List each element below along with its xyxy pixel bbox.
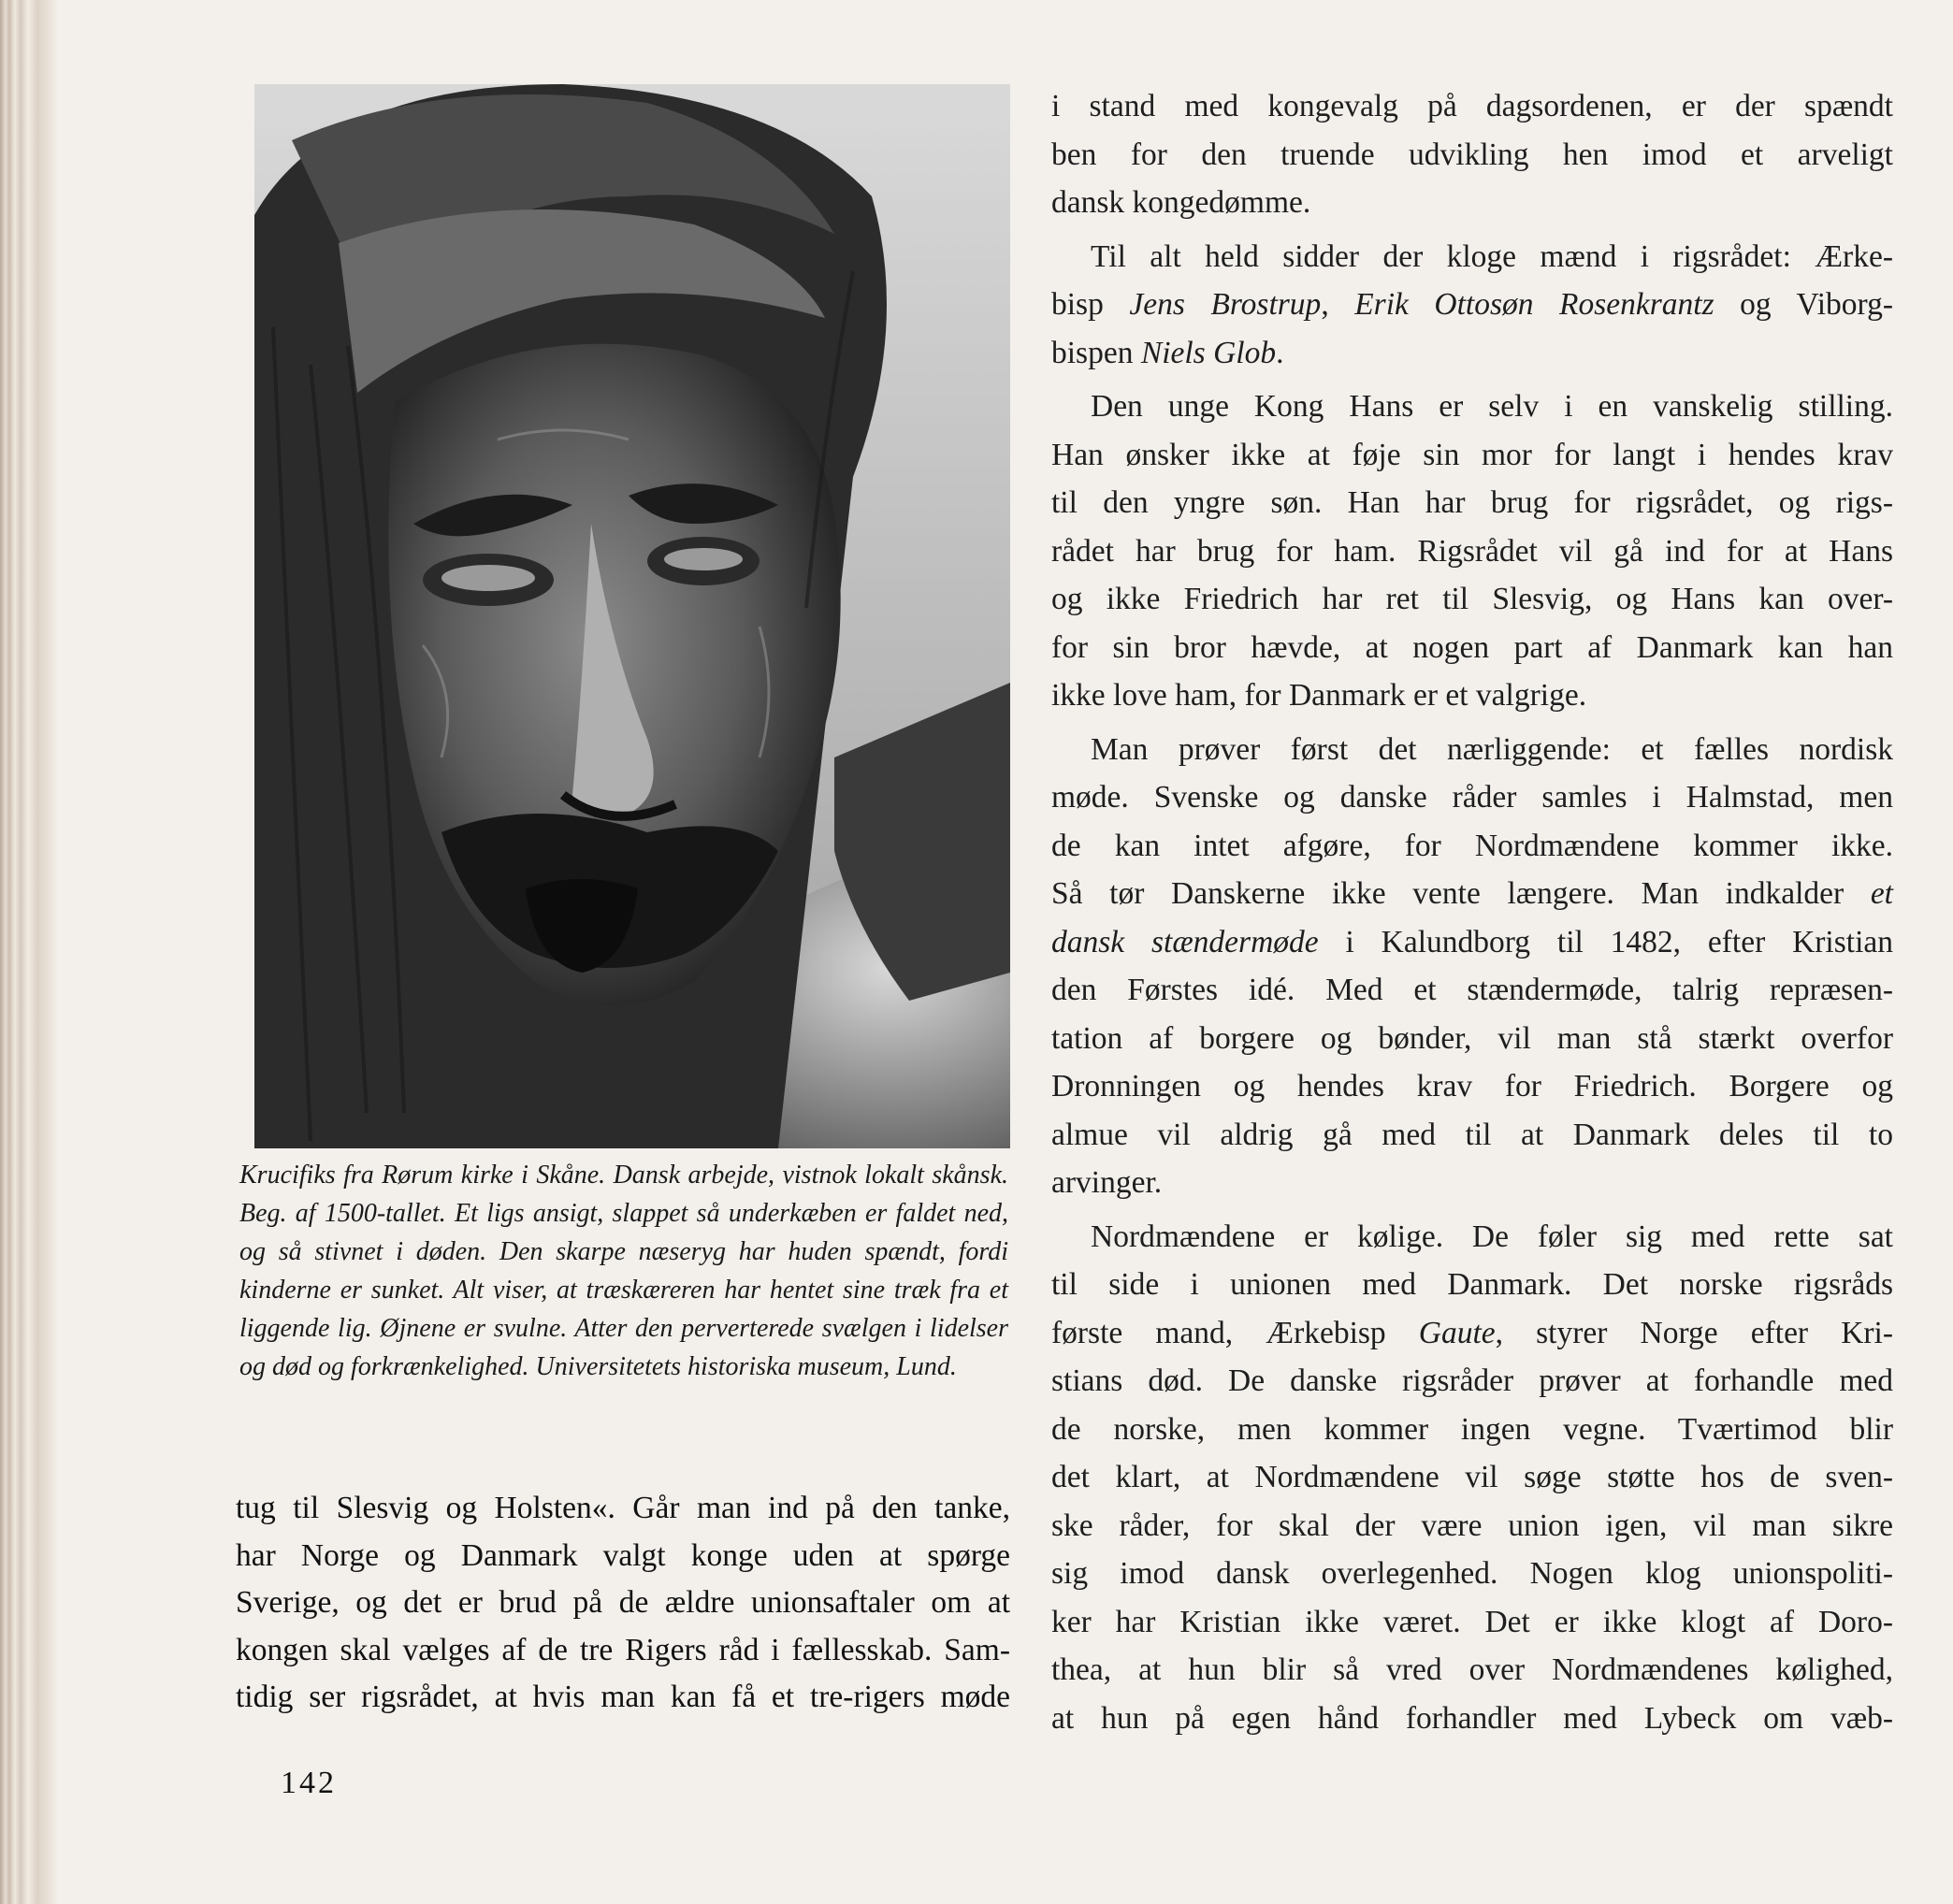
text-span: bisp: [1051, 287, 1130, 322]
paragraph: [1051, 1213, 1893, 1743]
text-line: thea, at hun blir så vred over Nordmændenes kølighed,: [1051, 1652, 1893, 1687]
text-line: at hun på egen hånd forhandler med Lybeck om væb-: [1051, 1700, 1893, 1736]
text-span: ,: [1321, 287, 1355, 322]
text-line: ske råder, for skal der være union igen, vil man sikre: [1051, 1507, 1893, 1543]
paragraph: [1051, 82, 1893, 227]
text-line: i stand med kongevalg på dagsordenen, er der spændt: [1051, 89, 1893, 123]
text-line: [1051, 870, 1893, 918]
text-span: i Kalundborg til 1482, efter Kristian: [1318, 924, 1893, 959]
text-line: den Førstes idé. Med et stændermøde, talrig repræsen-: [1051, 973, 1893, 1007]
text-span: og Viborg-: [1714, 287, 1893, 322]
page-number: 142: [281, 1766, 337, 1800]
text-line: [1051, 281, 1893, 329]
person-name: Jens Brostrup: [1129, 287, 1322, 322]
text-line: Man prøver først det nærliggende: et fælles nordisk: [1091, 731, 1893, 767]
text-line: det klart, at Nordmændene vil søge støtte hos de sven-: [1051, 1460, 1893, 1494]
right-column-text: [1051, 82, 1893, 1742]
text-line: Den unge Kong Hans er selv i en vanskelig stilling.: [1091, 389, 1893, 424]
text-line: og ikke Friedrich har ret til Slesvig, og Hans kan over-: [1051, 582, 1893, 616]
paragraph: [1051, 233, 1893, 378]
text-line: møde. Svenske og danske råder samles i Halmstad, men: [1051, 780, 1893, 815]
text-line: stians død. De danske rigsråder prøver at forhandle med: [1051, 1363, 1893, 1398]
person-name: Erik Ottosøn Rosenkrantz: [1354, 287, 1714, 322]
text-span: bispen: [1051, 335, 1141, 370]
text-line: ben for den truende udvikling hen imod et arveligt: [1051, 137, 1893, 172]
text-span: Så tør Danskerne ikke vente længere. Man indkalder: [1051, 876, 1871, 911]
text-line: almue vil aldrig gå med til at Danmark deles til to: [1051, 1117, 1893, 1152]
text-line: tug til Slesvig og Holsten«. Går man ind på den tanke,: [236, 1491, 1010, 1525]
text-span: , styrer Norge efter Kri-: [1495, 1315, 1894, 1350]
text-line: til den yngre søn. Han har brug for rigsrådet, og rigs-: [1051, 485, 1893, 520]
text-line: de kan intet afgøre, for Nordmændene kommer ikke.: [1051, 828, 1893, 863]
text-line: kongen skal vælges af de tre Rigers råd i fællesskab. Sam-: [236, 1632, 1010, 1667]
text-emphasis: dansk stændermøde: [1051, 924, 1319, 959]
paragraph: [1051, 726, 1893, 1207]
figure-caption-text: Krucifiks fra Rørum kirke i Skåne. Dansk arbejde, vistnok lokalt skånsk. Beg. af 1500-tallet. Et ligs ansigt, slappet så underkæben er faldet ned, og så stivnet i døden. Den skarpe næseryg har huden spændt, fordi kinderne er sunket. Alt viser, at træskæreren har hentet sine træk fra et liggende lig. Øjnene er svulne. Atter den perverterede svælgen i lidelser og død og forkrænkelighed. Universitetets historiska museum, Lund.: [239, 1161, 1008, 1381]
text-line: til side i unionen med Danmark. Det norske rigsråds: [1051, 1267, 1893, 1302]
text-emphasis: et: [1870, 876, 1893, 911]
text-line: Sverige, og det er brud på de ældre unionsaftaler om at: [236, 1585, 1010, 1620]
text-line: Nordmændene er kølige. De føler sig med rette sat: [1091, 1219, 1893, 1254]
text-line: rådet har brug for ham. Rigsrådet vil gå ind for at Hans: [1051, 533, 1893, 569]
crucifix-photo: [254, 84, 1010, 1148]
text-line: har Norge og Danmark valgt konge uden at spørge: [236, 1537, 1010, 1573]
text-line: Dronningen og hendes krav for Friedrich. Borgere og: [1051, 1069, 1893, 1103]
text-line: Han ønsker ikke at føje sin mor for langt i hendes krav: [1051, 437, 1893, 472]
text-line: Til alt held sidder der kloge mænd i rigsrådet: Ærke-: [1091, 238, 1893, 274]
left-column-text: [236, 1485, 1010, 1722]
text-line: tation af borgere og bønder, vil man stå stærkt overfor: [1051, 1020, 1893, 1056]
text-line: ker har Kristian ikke været. Det er ikke klogt af Doro-: [1051, 1604, 1893, 1639]
text-line: ikke love ham, for Danmark er et valgrige.: [1051, 678, 1587, 713]
paragraph: [1051, 382, 1893, 720]
person-name: Niels Glob: [1140, 335, 1277, 370]
text-line: [1051, 918, 1893, 967]
text-line: de norske, men kommer ingen vegne. Tværtimod blir: [1051, 1411, 1893, 1447]
figure-caption: [239, 1156, 1008, 1386]
text-line: for sin bror hævde, at nogen part af Danmark kan han: [1051, 629, 1893, 665]
text-span: .: [1276, 335, 1284, 370]
text-line: sig imod dansk overlegenhed. Nogen klog unionspoliti-: [1051, 1556, 1893, 1591]
text-line: arvinger.: [1051, 1165, 1163, 1200]
text-line: dansk kongedømme.: [1051, 185, 1311, 220]
text-line: tidig ser rigsrådet, at hvis man kan få et tre-rigers møde: [236, 1680, 1010, 1714]
book-page-edges: [0, 0, 58, 1904]
text-span: første mand, Ærkebisp: [1051, 1315, 1419, 1350]
person-name: Gaute: [1418, 1315, 1496, 1350]
text-line: [1051, 329, 1893, 378]
text-line: [1051, 1309, 1893, 1358]
